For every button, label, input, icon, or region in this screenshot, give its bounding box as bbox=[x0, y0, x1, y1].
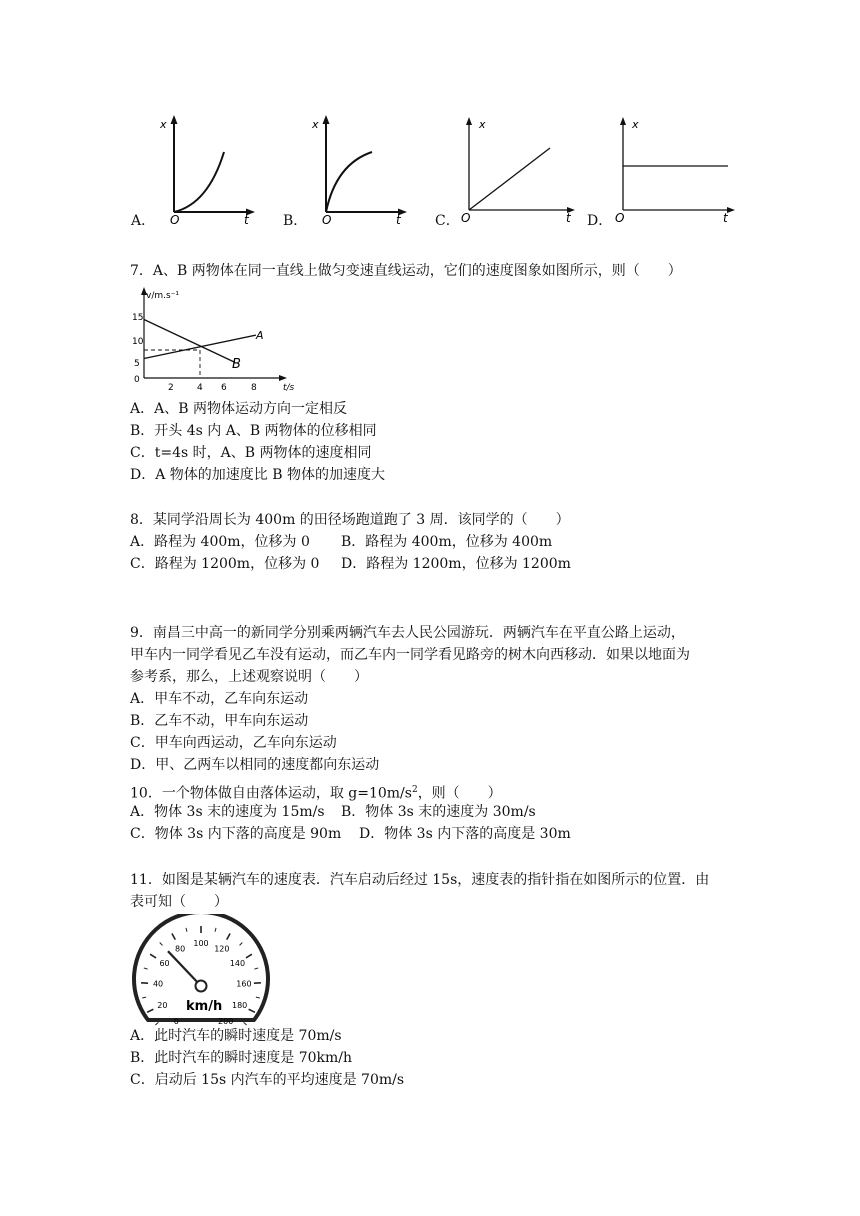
q6-option-a-label: A． bbox=[131, 213, 156, 229]
q9-option-c: C．甲车向西运动，乙车向东运动 bbox=[130, 735, 337, 751]
gauge-tick bbox=[215, 928, 216, 932]
q9-option-a: A．甲车不动，乙车向东运动 bbox=[130, 691, 309, 707]
q6-graph-c bbox=[458, 112, 578, 226]
q7-xtick-4: 4 bbox=[197, 383, 203, 393]
q8-option-c: C．路程为 1200m，位移为 0 bbox=[130, 556, 320, 572]
q10-option-c: C．物体 3s 内下落的高度是 90m bbox=[130, 826, 342, 842]
q7-ytick-0: 0 bbox=[134, 375, 140, 385]
q7-xlabel: t/s bbox=[283, 383, 295, 393]
q11-speedometer bbox=[128, 914, 274, 1028]
q6d-ylabel: x bbox=[632, 118, 639, 131]
q7-option-c: C．t=4s 时，A、B 两物体的速度相同 bbox=[130, 445, 372, 461]
q7-stem: 7．A、B 两物体在同一直线上做匀变速直线运动，它们的速度图象如图所示，则（ ） bbox=[130, 263, 682, 279]
gauge-tick bbox=[144, 968, 148, 969]
gauge-tick bbox=[256, 997, 260, 998]
q9-stem-line-3: 参考系，那么，上述观察说明（ ） bbox=[130, 669, 368, 685]
q8-option-d: D．路程为 1200m，位移为 1200m bbox=[341, 556, 571, 572]
gauge-tick bbox=[147, 1009, 153, 1012]
q11-stem-line-2: 表可知（ ） bbox=[130, 894, 228, 910]
gauge-tick bbox=[246, 954, 252, 958]
q8-stem: 8．某同学沿周长为 400m 的田径场跑道跑了 3 周．该同学的（ ） bbox=[130, 512, 570, 528]
question-8 bbox=[130, 509, 750, 575]
q6a-ylabel: x bbox=[160, 118, 167, 131]
q7-option-d: D．A 物体的加速度比 B 物体的加速度大 bbox=[130, 467, 385, 483]
q7-options bbox=[130, 398, 750, 486]
gauge-tick-label: 160 bbox=[236, 979, 252, 989]
q6b-ylabel: x bbox=[312, 118, 319, 131]
q6b-xlabel: t bbox=[396, 213, 401, 226]
q6-graph-a bbox=[158, 112, 258, 226]
q10-options-row-2 bbox=[130, 823, 750, 845]
q7-series-a-line bbox=[144, 335, 256, 358]
q10-stem-pre: 10．一个物体做自由落体运动，取 g=10m/s bbox=[130, 785, 412, 802]
q6-option-b-label: B． bbox=[283, 213, 308, 229]
q6a-origin: O bbox=[170, 213, 180, 226]
q8-options-row-1 bbox=[130, 531, 750, 553]
gauge-tick-label: 40 bbox=[152, 979, 164, 989]
q11-option-c: C．启动后 15s 内汽车的平均速度是 70m/s bbox=[130, 1072, 405, 1088]
q10-option-d: D．物体 3s 内下落的高度是 30m bbox=[359, 826, 571, 842]
gauge-tick bbox=[227, 934, 230, 940]
q6d-origin: O bbox=[615, 211, 625, 225]
q6-option-c-label: C． bbox=[435, 213, 460, 229]
q9-option-d: D．甲、乙两车以相同的速度都向东运动 bbox=[130, 757, 380, 773]
q6-graph-d bbox=[612, 112, 736, 226]
q9-stem-line-1: 9．南昌三中高一的新同学分别乘两辆汽车去人民公园游玩．两辆汽车在平直公路上运动， bbox=[130, 625, 685, 641]
q8-option-b: B．路程为 400m，位移为 400m bbox=[341, 534, 553, 550]
question-9 bbox=[130, 622, 750, 776]
gauge-tick-label: 80 bbox=[175, 944, 186, 954]
gauge-tick bbox=[142, 997, 146, 998]
question-7 bbox=[130, 260, 750, 282]
gauge-tick-label: 100 bbox=[193, 939, 209, 948]
gauge-tick bbox=[186, 928, 187, 932]
gauge-tick bbox=[150, 954, 156, 958]
q6c-ylabel: x bbox=[479, 118, 486, 131]
q6-option-d-label: D． bbox=[587, 213, 613, 229]
q10-options-row-1 bbox=[130, 801, 750, 823]
q10-stem-sup: 2 bbox=[411, 785, 418, 795]
q8-option-a: A．路程为 400m，位移为 0 bbox=[130, 534, 310, 550]
q7-series-b-label: B bbox=[232, 357, 241, 372]
q9-stem-line-2: 甲车内一同学看见乙车没有运动，而乙车内一同学看见路旁的树木向西移动．如果以地面为 bbox=[130, 647, 690, 663]
q7-option-a: A．A、B 两物体运动方向一定相反 bbox=[130, 401, 347, 417]
gauge-tick-label: 180 bbox=[232, 1000, 248, 1010]
q7-xtick-6: 6 bbox=[221, 383, 227, 393]
q7-series-a-label: A bbox=[256, 329, 264, 342]
q6-graph-b bbox=[310, 112, 410, 226]
question-11 bbox=[130, 869, 750, 913]
q10-stem-post: ，则（ ） bbox=[417, 785, 502, 802]
gauge-tick bbox=[160, 942, 163, 945]
q7-ytick-10: 10 bbox=[132, 337, 144, 347]
gauge-tick bbox=[240, 942, 243, 945]
q11-option-b: B．此时汽车的瞬时速度是 70km/h bbox=[130, 1050, 353, 1066]
q10-stem bbox=[130, 779, 750, 801]
q9-option-b: B．乙车不动，甲车向东运动 bbox=[130, 713, 309, 729]
q10-option-a: A．物体 3s 末的速度为 15m/s bbox=[130, 804, 325, 820]
gauge-tick-label: 120 bbox=[214, 944, 230, 954]
gauge-needle-hub bbox=[196, 981, 207, 992]
q11-option-a: A．此时汽车的瞬时速度是 70m/s bbox=[130, 1028, 342, 1044]
gauge-needle bbox=[168, 951, 201, 986]
gauge-tick bbox=[172, 934, 175, 940]
gauge-tick-label: 200 bbox=[218, 1017, 234, 1027]
q6c-origin: O bbox=[461, 211, 471, 225]
q7-ytick-15: 15 bbox=[132, 313, 144, 323]
q11-stem-line-1: 11．如图是某辆汽车的速度表．汽车启动后经过 15s，速度表的指针指在如图所示的位置．由 bbox=[130, 872, 710, 888]
q11-options bbox=[130, 1025, 750, 1091]
gauge-tick bbox=[254, 968, 258, 969]
q6b-origin: O bbox=[322, 213, 332, 226]
gauge-tick bbox=[249, 1009, 255, 1012]
q6a-xlabel: t bbox=[244, 213, 249, 226]
q6d-xlabel: t bbox=[723, 211, 728, 225]
q7-option-b: B．开头 4s 内 A、B 两物体的位移相同 bbox=[130, 423, 377, 439]
gauge-tick-label: 60 bbox=[159, 959, 170, 969]
q11-gauge-unit: km/h bbox=[186, 999, 223, 1014]
q8-options-row-2 bbox=[130, 553, 750, 575]
q7-ylabel: v/m.s⁻¹ bbox=[146, 291, 180, 301]
q7-ytick-5: 5 bbox=[134, 359, 140, 369]
gauge-tick-label: 140 bbox=[229, 959, 246, 969]
q7-xtick-2: 2 bbox=[168, 383, 174, 393]
gauge-tick-label: 20 bbox=[157, 1000, 168, 1010]
gauge-tick-label: 0 bbox=[173, 1017, 179, 1027]
q6c-xlabel: t bbox=[566, 211, 571, 225]
question-10 bbox=[130, 779, 750, 845]
q7-velocity-graph bbox=[128, 284, 298, 396]
q10-option-b: B．物体 3s 末的速度为 30m/s bbox=[341, 804, 536, 820]
q7-xtick-8: 8 bbox=[251, 383, 257, 393]
